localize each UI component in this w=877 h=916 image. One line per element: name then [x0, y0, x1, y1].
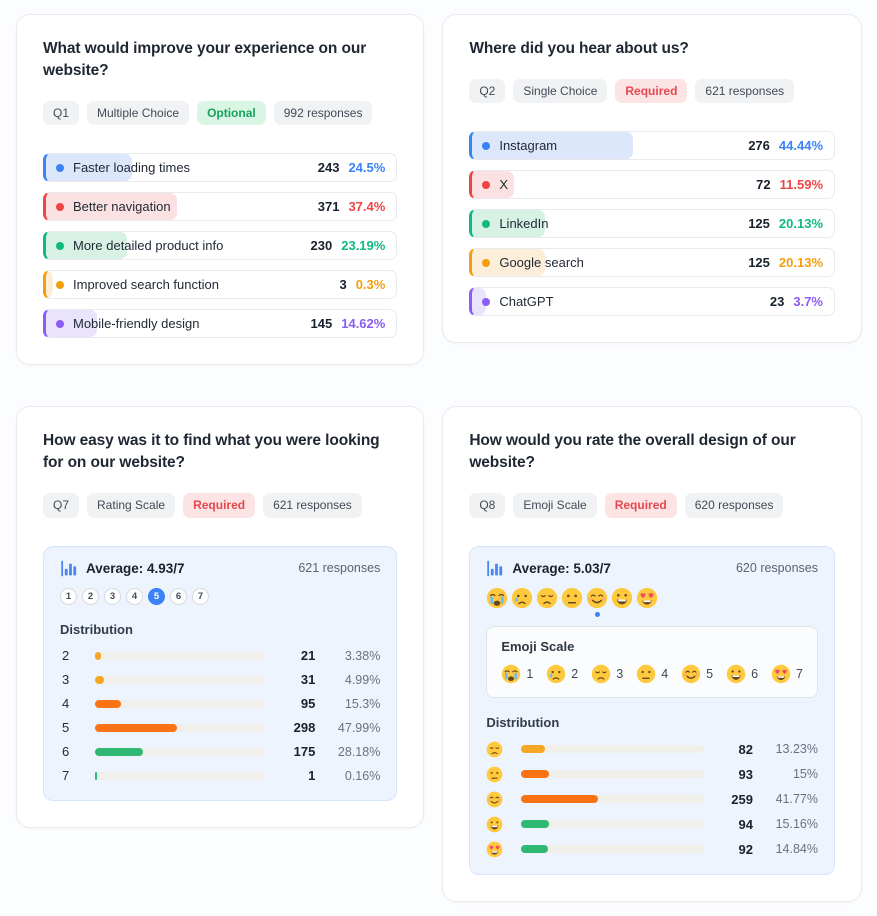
- distribution-rows: [486, 741, 818, 858]
- distribution-bar-fill: [521, 795, 597, 803]
- question-type-badge: Multiple Choice: [87, 101, 189, 125]
- rating-scale: [60, 588, 380, 605]
- option-color-dot: [482, 142, 490, 150]
- distribution-rating-label: 7: [62, 768, 70, 784]
- question-title: How would you rate the overall design of our website?: [469, 432, 796, 472]
- question-card-q1: [16, 14, 424, 365]
- distribution-bar-fill: [95, 724, 177, 732]
- badge-row: [469, 79, 835, 103]
- rating-circle: 3: [104, 588, 121, 605]
- summary-header: [486, 560, 818, 577]
- option-count: 371: [317, 199, 340, 215]
- option-label: Better navigation: [73, 199, 171, 215]
- distribution-count: 175: [293, 744, 316, 760]
- emoji-scale-value: 2: [571, 666, 579, 681]
- distribution-row: [60, 720, 380, 736]
- emoji-scale-item: [771, 664, 803, 684]
- smiling-emoji-icon: [486, 791, 510, 808]
- distribution-row: [60, 648, 380, 664]
- distribution-bar-fill: [95, 748, 143, 756]
- distribution-row: [60, 768, 380, 784]
- distribution-percentage: 41.77%: [775, 792, 818, 807]
- option-label: Mobile-friendly design: [73, 316, 200, 332]
- rating-circle-selected: 5: [148, 588, 165, 605]
- option-color-dot: [482, 181, 490, 189]
- question-card-q8: [442, 406, 862, 901]
- distribution-row: [60, 696, 380, 712]
- distribution-bar-track: [521, 820, 704, 828]
- option-row: [43, 270, 397, 299]
- neutral-emoji-icon: [486, 766, 510, 783]
- distribution-count: 1: [308, 768, 316, 784]
- emoji-scale-value: 1: [526, 666, 534, 681]
- rating-circle: 2: [82, 588, 99, 605]
- emoji-scale-item: [501, 664, 533, 684]
- smiling-emoji-icon: [681, 664, 701, 684]
- option-percentage: 20.13%: [778, 255, 823, 271]
- distribution-bar-fill: [521, 820, 549, 828]
- option-color-dot: [56, 320, 64, 328]
- option-count: 125: [748, 216, 770, 232]
- distribution-count: 95: [300, 696, 316, 712]
- distribution-row: [486, 816, 818, 833]
- distribution-percentage: 15.3%: [344, 696, 381, 711]
- question-number-badge: Q2: [469, 79, 505, 103]
- option-color-dot: [56, 281, 64, 289]
- option-percentage: 23.19%: [341, 238, 386, 254]
- option-color-dot: [482, 298, 490, 306]
- emoji-scale-value: 7: [796, 666, 803, 681]
- neutral-emoji-icon: [636, 664, 656, 684]
- grinning-emoji-icon: [486, 816, 510, 833]
- distribution-rating-label: 6: [62, 744, 70, 760]
- option-row: [43, 231, 397, 260]
- emoji-scale-value: 4: [661, 666, 669, 681]
- crying-emoji-icon: [511, 587, 533, 617]
- option-label: Google search: [499, 255, 584, 271]
- option-percentage: 20.13%: [778, 216, 823, 232]
- option-percentage: 44.44%: [778, 138, 823, 154]
- sad-emoji-icon: [591, 664, 611, 684]
- requirement-badge: Optional: [197, 101, 266, 125]
- requirement-badge: Required: [183, 493, 255, 517]
- option-row: [43, 309, 397, 338]
- option-percentage: 0.3%: [355, 277, 386, 293]
- distribution-row: [60, 744, 380, 760]
- summary-header: [60, 560, 380, 577]
- distribution-percentage: 4.99%: [344, 672, 381, 687]
- question-type-badge: Emoji Scale: [513, 493, 596, 517]
- heart-eyes-emoji-icon: [771, 664, 791, 684]
- option-row: [43, 192, 397, 221]
- question-card-q7: [16, 406, 424, 827]
- question-type-badge: Rating Scale: [87, 493, 175, 517]
- crying-emoji-icon: [546, 664, 566, 684]
- distribution-percentage: 15.16%: [775, 817, 818, 832]
- option-row: [469, 248, 835, 277]
- neutral-emoji-icon: [561, 587, 583, 617]
- option-count: 243: [317, 160, 340, 176]
- distribution-rating-label: 2: [62, 648, 70, 664]
- option-color-dot: [482, 259, 490, 267]
- average-indicator-dot: [595, 612, 600, 617]
- distribution-count: 93: [738, 766, 753, 782]
- distribution-percentage: 28.18%: [337, 744, 381, 759]
- sobbing-emoji-icon: [501, 664, 521, 684]
- responses-count: 621 responses: [298, 561, 381, 576]
- option-row: [469, 131, 835, 160]
- distribution-bar-track: [95, 700, 266, 708]
- grinning-emoji-icon: [726, 664, 746, 684]
- distribution-title: Distribution: [60, 621, 133, 637]
- responses-badge: 620 responses: [685, 493, 784, 517]
- distribution-percentage: 0.16%: [344, 768, 381, 783]
- distribution-row: [60, 672, 380, 688]
- grinning-emoji-icon: [611, 587, 633, 617]
- option-row: [469, 287, 835, 316]
- badge-row: [469, 493, 835, 517]
- bar-chart-icon: [486, 560, 503, 577]
- distribution-bar-track: [521, 770, 704, 778]
- option-count: 276: [748, 138, 770, 154]
- distribution-bar-track: [95, 724, 266, 732]
- option-count: 230: [310, 238, 333, 254]
- distribution-bar-fill: [521, 845, 548, 853]
- distribution-bar-fill: [95, 676, 104, 684]
- emoji-scale-items: [501, 664, 803, 684]
- emoji-scale-item: [591, 664, 623, 684]
- options-list: [469, 131, 835, 316]
- option-color-dot: [56, 242, 64, 250]
- distribution-rows: [60, 648, 380, 784]
- distribution-row: [486, 766, 818, 783]
- distribution-bar-fill: [95, 652, 101, 660]
- heart-eyes-emoji-icon: [636, 587, 658, 617]
- question-title: How easy was it to find what you were looking for on our website?: [43, 432, 380, 472]
- distribution-bar-track: [95, 652, 266, 660]
- option-label: More detailed product info: [73, 238, 224, 254]
- distribution-row: [486, 741, 818, 758]
- option-count: 72: [756, 177, 771, 193]
- distribution-title: Distribution: [486, 714, 560, 730]
- option-row: [469, 170, 835, 199]
- emoji-scale-item: [681, 664, 713, 684]
- distribution-count: 31: [300, 672, 316, 688]
- distribution-bar-fill: [95, 772, 97, 780]
- option-row: [469, 209, 835, 238]
- distribution-row: [486, 791, 818, 808]
- sobbing-emoji-icon: [486, 587, 508, 617]
- smiling-emoji-icon: [586, 587, 608, 617]
- option-percentage: 3.7%: [793, 294, 823, 310]
- distribution-bar-fill: [521, 745, 545, 753]
- average-value: Average: 4.93/7: [86, 560, 185, 576]
- bar-chart-icon: [60, 560, 77, 577]
- option-row: [43, 153, 397, 182]
- distribution-rating-label: 5: [62, 720, 70, 736]
- option-percentage: 24.5%: [348, 160, 386, 176]
- emoji-scale-value: 5: [706, 666, 714, 681]
- distribution-count: 94: [738, 816, 753, 832]
- badge-row: [43, 101, 397, 125]
- distribution-bar-fill: [95, 700, 121, 708]
- distribution-bar-track: [95, 748, 266, 756]
- option-percentage: 37.4%: [348, 199, 386, 215]
- distribution-row: [486, 841, 818, 858]
- options-list: [43, 153, 397, 338]
- emoji-scale-value: 3: [616, 666, 624, 681]
- option-percentage: 14.62%: [341, 316, 386, 332]
- sad-emoji-icon: [536, 587, 558, 617]
- emoji-scale-item: [546, 664, 578, 684]
- question-number-badge: Q8: [469, 493, 505, 517]
- option-label: Improved search function: [73, 277, 219, 293]
- option-count: 125: [748, 255, 770, 271]
- option-label: LinkedIn: [499, 216, 549, 232]
- distribution-bar-track: [521, 795, 704, 803]
- distribution-percentage: 14.84%: [775, 842, 818, 857]
- responses-badge: 621 responses: [695, 79, 794, 103]
- distribution-count: 298: [293, 720, 316, 736]
- option-percentage: 11.59%: [779, 177, 823, 193]
- distribution-count: 259: [731, 791, 753, 807]
- emoji-scale-title: Emoji Scale: [501, 638, 575, 654]
- option-color-dot: [56, 203, 64, 211]
- emoji-scale-legend: [486, 626, 818, 698]
- option-count: 3: [339, 277, 347, 293]
- distribution-bar-track: [521, 845, 704, 853]
- emoji-scale-item: [726, 664, 758, 684]
- distribution-percentage: 47.99%: [337, 720, 381, 735]
- responses-badge: 621 responses: [263, 493, 362, 517]
- emoji-scale-item: [636, 664, 668, 684]
- question-number-badge: Q7: [43, 493, 79, 517]
- distribution-rating-label: 3: [62, 672, 70, 688]
- distribution-rating-label: 4: [62, 696, 70, 712]
- distribution-percentage: 13.23%: [775, 742, 818, 757]
- option-label: X: [499, 177, 508, 193]
- distribution-percentage: 15%: [792, 767, 818, 782]
- rating-circle: 1: [60, 588, 77, 605]
- sad-emoji-icon: [486, 741, 510, 758]
- rating-circle: 7: [192, 588, 209, 605]
- distribution-bar-track: [95, 676, 266, 684]
- emoji-scale-value: 6: [751, 666, 759, 681]
- average-summary-panel: [469, 546, 835, 875]
- distribution-count: 92: [738, 841, 753, 857]
- responses-badge: 992 responses: [274, 101, 373, 125]
- average-value: Average: 5.03/7: [512, 560, 611, 576]
- average-summary-panel: [43, 546, 397, 801]
- distribution-percentage: 3.38%: [344, 648, 381, 663]
- question-type-badge: Single Choice: [513, 79, 607, 103]
- distribution-count: 21: [300, 648, 316, 664]
- question-number-badge: Q1: [43, 101, 79, 125]
- option-label: Faster loading times: [73, 160, 191, 176]
- distribution-count: 82: [738, 741, 753, 757]
- emoji-average-scale: [486, 587, 818, 617]
- requirement-badge: Required: [605, 493, 677, 517]
- question-title: Where did you hear about us?: [469, 40, 689, 57]
- option-color-dot: [482, 220, 490, 228]
- heart-eyes-emoji-icon: [486, 841, 510, 858]
- distribution-bar-track: [521, 745, 704, 753]
- rating-circle: 4: [126, 588, 143, 605]
- badge-row: [43, 493, 397, 517]
- requirement-badge: Required: [615, 79, 687, 103]
- option-count: 23: [769, 294, 785, 310]
- option-color-dot: [56, 164, 64, 172]
- rating-circle: 6: [170, 588, 187, 605]
- distribution-bar-fill: [521, 770, 548, 778]
- option-label: ChatGPT: [499, 294, 554, 310]
- distribution-bar-track: [95, 772, 266, 780]
- responses-count: 620 responses: [735, 561, 818, 576]
- option-label: Instagram: [499, 138, 558, 154]
- question-card-q2: [442, 14, 862, 343]
- option-count: 145: [310, 316, 333, 332]
- question-title: What would improve your experience on our website?: [43, 40, 367, 79]
